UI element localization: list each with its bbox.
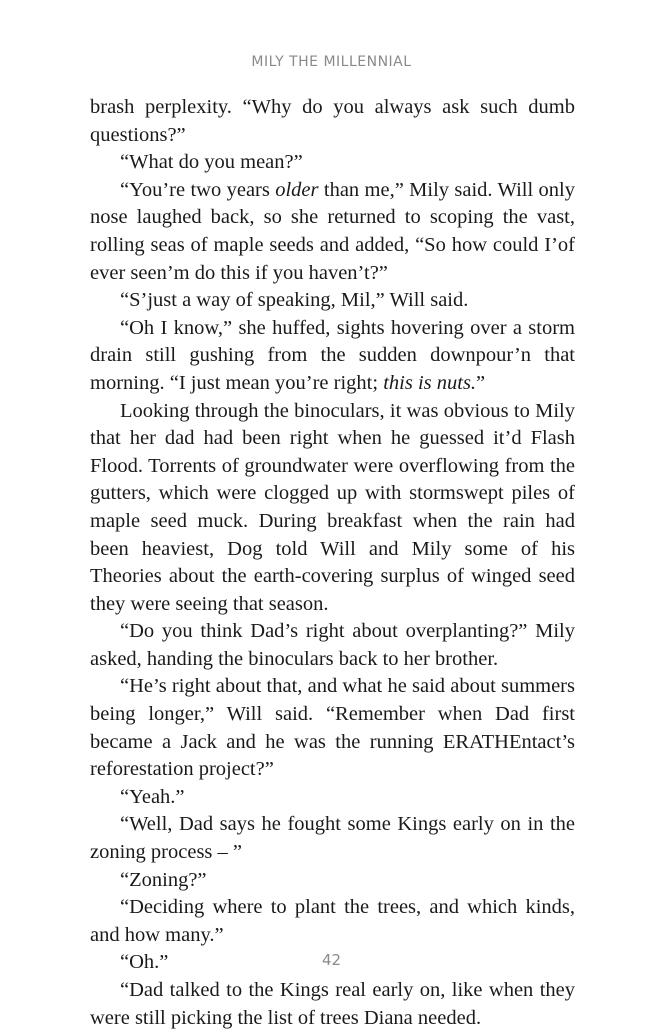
paragraph-text: “What do you mean?” bbox=[120, 151, 303, 174]
paragraph-text: “He’s right about that, and what he said about summers being longer,” Will said. “Remember when Dad first became a Jack and he was the running ERATHEntact’s reforestation project?” bbox=[90, 675, 575, 781]
emphasis-text: older bbox=[275, 178, 319, 201]
paragraph bbox=[90, 94, 575, 149]
paragraph bbox=[90, 398, 575, 619]
paragraph-text: “S’just a way of speaking, Mil,” Will said. bbox=[120, 289, 469, 312]
paragraph bbox=[90, 149, 575, 177]
paragraph-text: “Do you think Dad’s right about overplanting?” Mily asked, handing the binoculars back to her brother. bbox=[90, 620, 575, 670]
paragraph-text: “Yeah.” bbox=[120, 785, 185, 808]
emphasis-text: this is nuts. bbox=[383, 371, 477, 394]
paragraph bbox=[90, 315, 575, 398]
paragraph bbox=[90, 618, 575, 673]
paragraph-text: “Zoning?” bbox=[120, 868, 207, 891]
paragraph bbox=[90, 867, 575, 895]
paragraph-text: “Dad talked to the Kings real early on, like when they were still picking the list of trees Diana needed. bbox=[90, 979, 575, 1029]
paragraph-text: than me,” Mily said. Will only nose laughed back, so she returned to scoping the vast, rolling seas of maple seeds and added, “So how could I’of ever seen’m do this if you haven’t?” bbox=[90, 178, 575, 284]
paragraph bbox=[90, 673, 575, 783]
paragraph bbox=[90, 177, 575, 287]
paragraph bbox=[90, 894, 575, 949]
paragraph-text: “Well, Dad says he fought some Kings early on in the zoning process – ” bbox=[90, 813, 575, 864]
paragraph-text: Looking through the binoculars, it was obvious to Mily that her dad had been right when he guessed it’d Flash Flood. Torrents of groundwater were overflowing from the gutters, which were clogged up with stormswept piles of maple seed muck. During breakfast when the rain had been heaviest, Dog told Will and Mily some of his Theories about the earth-covering surplus of winged seed they were seeing that season. bbox=[90, 399, 575, 615]
paragraph-text: “Deciding where to plant the trees, and which kinds, and how many.” bbox=[90, 896, 575, 946]
page-number: 42 bbox=[321, 951, 342, 969]
paragraph bbox=[90, 784, 575, 812]
paragraph-text: “You’re two years bbox=[120, 178, 276, 201]
running-header: MILY THE MILLENNIAL bbox=[251, 54, 412, 70]
paragraph bbox=[90, 811, 575, 866]
paragraph-text: brash perplexity. “Why do you always ask such dumb questions?” bbox=[90, 96, 575, 146]
paragraph-text: “Oh.” bbox=[120, 951, 169, 974]
paragraph bbox=[90, 287, 575, 315]
paragraph-text: “Oh I know,” she huffed, sights hovering over a storm drain still gushing from the sudden downpour’n that morning. “I just mean you’re right; bbox=[90, 316, 575, 394]
body-text bbox=[90, 94, 575, 1032]
paragraph-text: ” bbox=[476, 371, 486, 394]
